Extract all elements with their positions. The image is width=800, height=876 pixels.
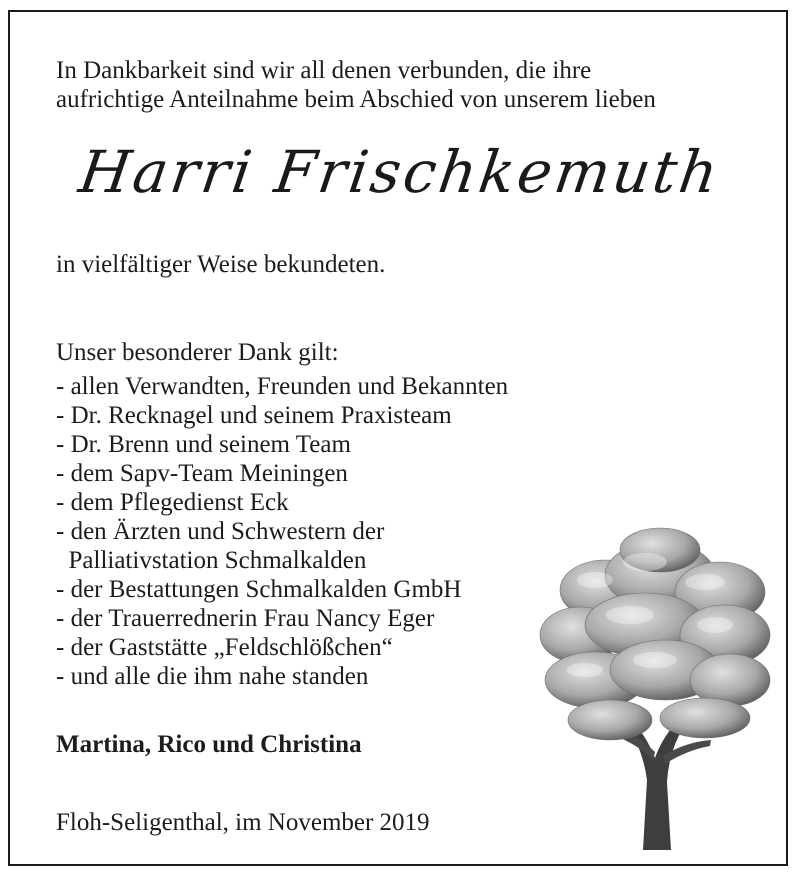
thanks-item: - der Gaststätte „Feldschlößchen“ [56, 634, 393, 661]
thanks-item: - dem Pflegedienst Eck [56, 489, 289, 516]
thanks-item: - der Trauerrednerin Frau Nancy Eger [56, 605, 435, 632]
place-date: Floh-Seligenthal, im November 2019 [56, 809, 430, 836]
tree-icon [535, 520, 775, 855]
thanks-item: - Dr. Recknagel und seinem Praxisteam [56, 402, 452, 429]
thanks-item: - Dr. Brenn und seinem Team [56, 431, 351, 458]
thanks-item: - allen Verwandten, Freunden und Bekannten [56, 373, 509, 400]
intro-line: In Dankbarkeit sind wir all denen verbunden, die ihre [56, 57, 592, 84]
intro-text [56, 56, 656, 114]
thanks-heading: Unser besonderer Dank gilt: [56, 339, 339, 366]
thanks-list [56, 372, 508, 691]
thanks-item: - und alle die ihm nahe standen [56, 663, 369, 690]
thanks-item: Palliativstation Schmalkalden [56, 547, 367, 574]
deceased-name: Harri Frischkemuth [75, 138, 725, 206]
thanks-item: - dem Sapv-Team Meiningen [56, 460, 348, 487]
thanks-item: - der Bestattungen Schmalkalden GmbH [56, 576, 462, 603]
signers: Martina, Rico und Christina [56, 731, 362, 758]
after-name-text: in vielfältiger Weise bekundeten. [56, 251, 386, 278]
thanks-item: - den Ärzten und Schwestern der [56, 518, 385, 545]
intro-line: aufrichtige Anteilnahme beim Abschied von unserem lieben [56, 86, 656, 113]
